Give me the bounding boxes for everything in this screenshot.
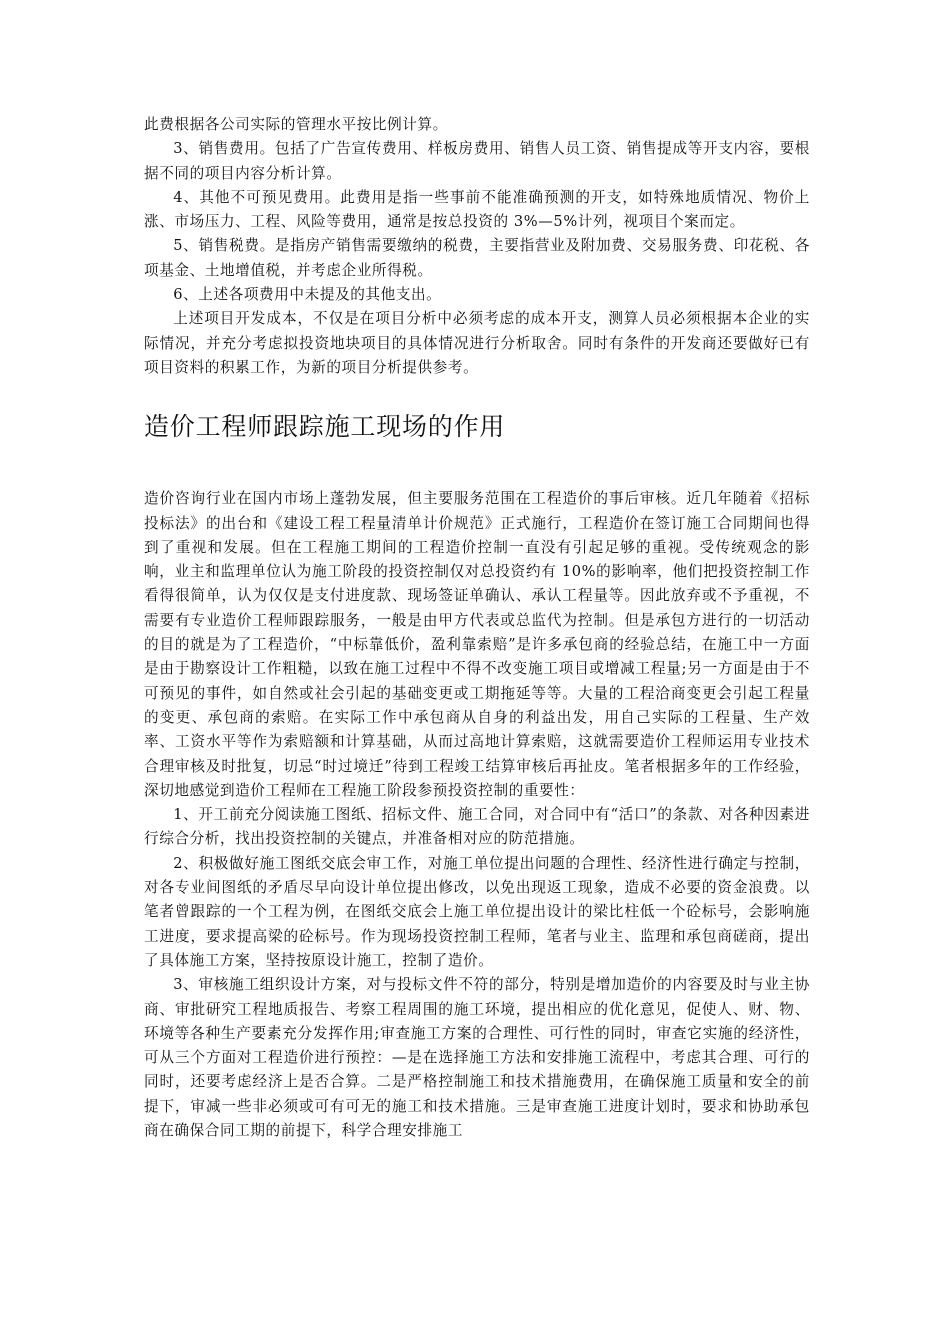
document-page: [144, 113, 810, 1143]
section-title: 造价工程师跟踪施工现场的作用: [144, 412, 506, 442]
body-paragraph: 5、销售税费。是指房产销售需要缴纳的税费，主要指营业及附加费、交易服务费、印花税、各项基金、土地增值税，并考虑企业所得税。: [144, 237, 810, 279]
body-paragraph: 3、审核施工组织设计方案，对与投标文件不符的部分，特别是增加造价的内容要及时与业主协商、审批研究工程地质报告、考察工程周围的施工环境，提出相应的优化意见，促使人、财、物、环境等各种生产要素充分发挥作用;审查施工方案的合理性、可行性的同时，审查它实施的经济性，可从三个方面对工程造价进行预控：—是在选择施工方法和安排施工流程中，考虑其合理、可行的同时，还要考虑经济上是否合算。二是严格控制施工和技术措施费用，在确保施工质量和安全的前提下，审减一些非必须或可有可无的施工和技术措施。三是审查施工进度计划时，要求和协助承包商在确保合同工期的前提下，科学合理安排施工: [144, 976, 810, 1139]
body-paragraph: 1、开工前充分阅读施工图纸、招标文件、施工合同，对合同中有“活口”的条款、对各种因素进行综合分析，找出投资控制的关键点，并准备相对应的防范措施。: [144, 806, 810, 848]
body-paragraph: 3、销售费用。包括了广告宣传费用、样板房费用、销售人员工资、销售提成等开支内容，要根据不同的项目内容分析计算。: [144, 140, 810, 182]
body-paragraph: 此费根据各公司实际的管理水平按比例计算。: [144, 116, 448, 133]
body-paragraph: 6、上述各项费用中未提及的其他支出。: [173, 286, 442, 304]
body-paragraph: 上述项目开发成本，不仅是在项目分析中必须考虑的成本开支，测算人员必须根据本企业的实际情况，并充分考虑拟投资地块项目的具体情况进行分析取舍。同时有条件的开发商还要做好已有项目资料的积累工作，为新的项目分析提供参考。: [144, 310, 810, 376]
body-paragraph: 4、其他不可预见费用。此费用是指一些事前不能准确预测的开支，如特殊地质情况、物价上涨、市场压力、工程、风险等费用，通常是按总投资的 3%—5%计列，视项目个案而定。: [144, 188, 810, 231]
body-paragraph: 2、积极做好施工图纸交底会审工作，对施工单位提出问题的合理性、经济性进行确定与控制，对各专业间图纸的矛盾尽早向设计单位提出修改，以免出现返工现象，造成不必要的资金浪费。以笔者曾跟踪的一个工程为例，在图纸交底会上施工单位提出设计的梁比柱低一个砼标号，会影响施工进度，要求提高梁的砼标号。作为现场投资控制工程师，笔者与业主、监理和承包商磋商，提出了具体施工方案，坚持按原设计施工，控制了造价。: [144, 854, 810, 969]
body-paragraph: 造价咨询行业在国内市场上蓬勃发展，但主要服务范围在工程造价的事后审核。近几年随着《招标投标法》的出台和《建设工程工程量清单计价规范》正式施行，工程造价在签订施工合同期间也得到了重视和发展。但在工程施工期间的工程造价控制一直没有引起足够的重视。受传统观念的影响，业主和监理单位认为施工阶段的投资控制仅对总投资约有 10%的影响率，他们把投资控制工作看得很简单，认为仅仅是支付进度款、现场签证单确认、承认工程量等。因此放弃或不予重视，不需要有专业造价工程师跟踪服务，一般是由甲方代表或总监代为控制。但是承包方进行的一切活动的目的就是为了工程造价，“中标靠低价，盈利靠索赔”是许多承包商的经验总结，在施工中一方面是由于勘察设计工作粗糙，以致在施工过程中不得不改变施工项目或增减工程量;另一方面是由于不可预见的事件，如自然或社会引起的基础变更或工期拖延等等。大量的工程洽商变更会引起工程量的变更、承包商的索赔。在实际工作中承包商从自身的利益出发，用自己实际的工程量、生产效率、工资水平等作为索赔额和计算基础，从而过高地计算索赔，这就需要造价工程师运用专业技术合理审核及时批复，切忌“时过境迁”待到工程竣工结算审核后再扯皮。笔者根据多年的工作经验，深切地感觉到造价工程师在工程施工阶段参预投资控制的重要性：: [144, 490, 810, 799]
